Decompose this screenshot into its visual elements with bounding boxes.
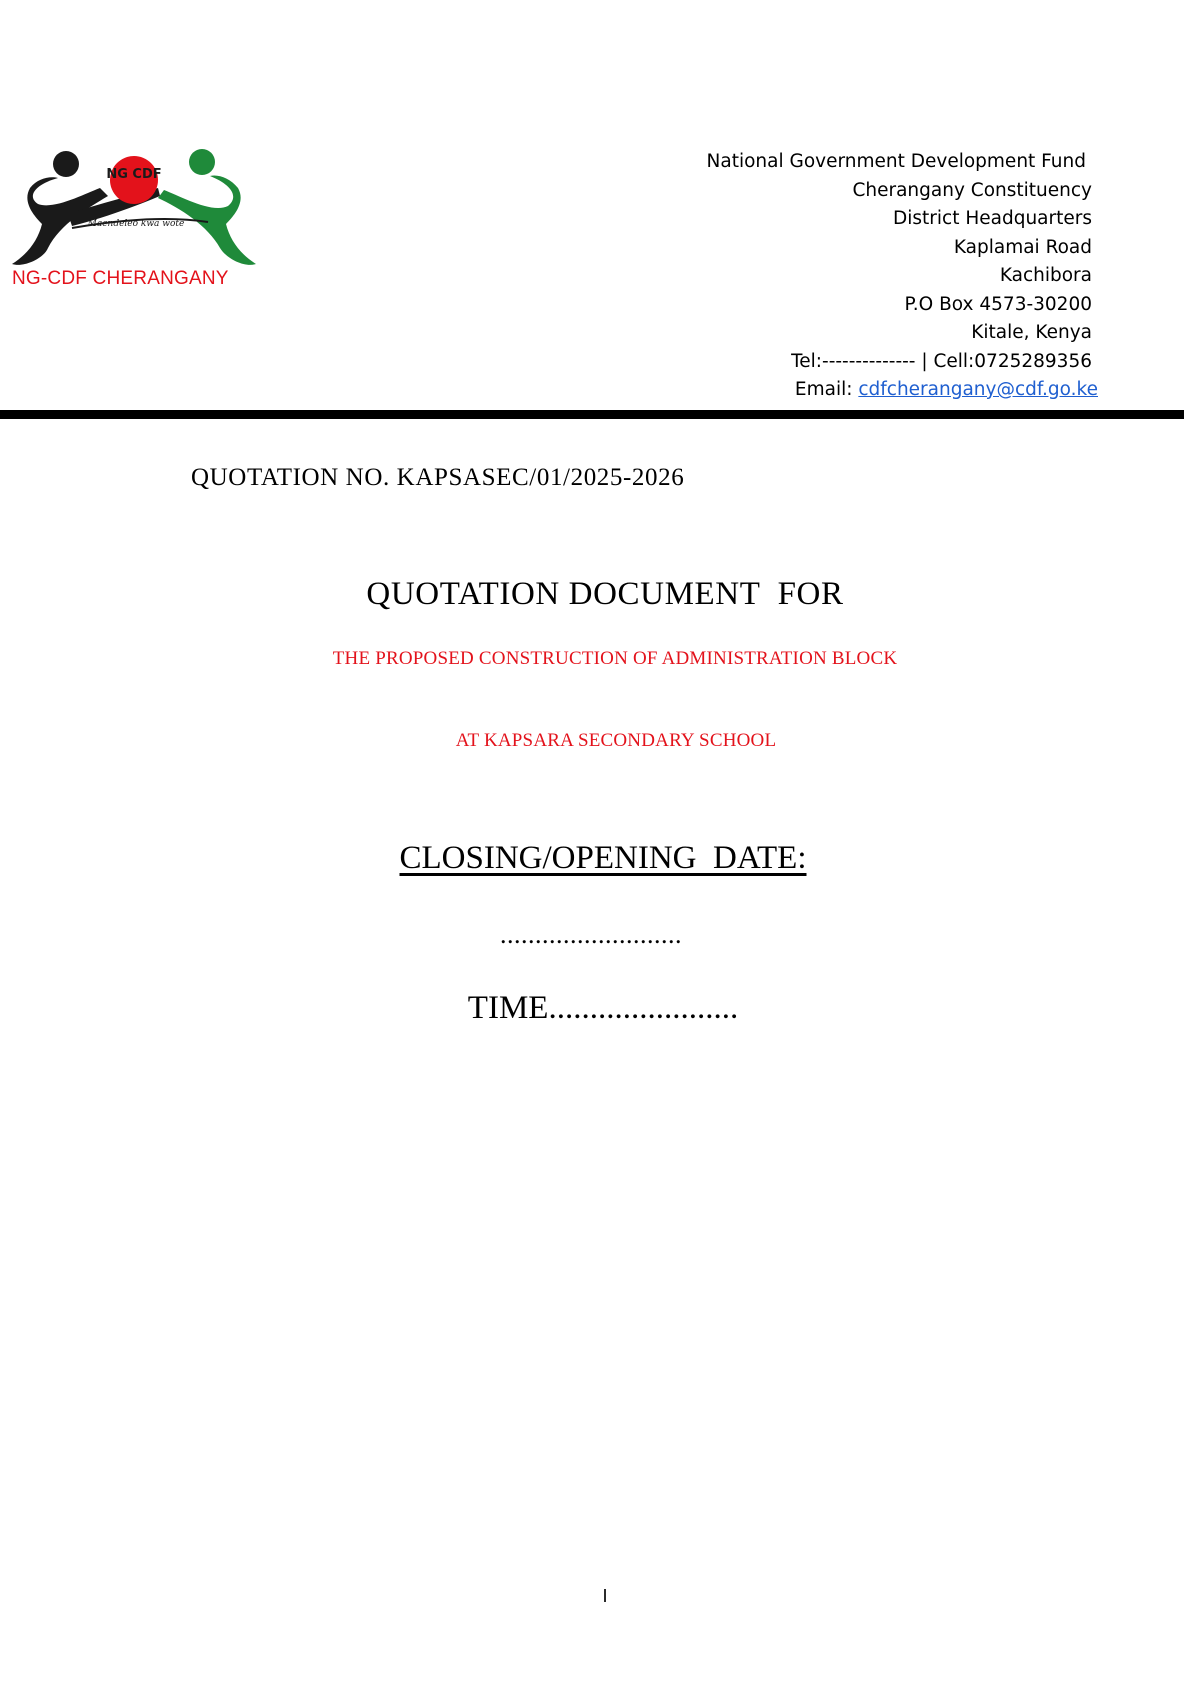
document-title: QUOTATION DOCUMENT FOR xyxy=(366,576,844,612)
svg-text:Maendeleo kwa wote: Maendeleo kwa wote xyxy=(87,219,185,229)
page-number: I xyxy=(602,1586,608,1606)
address-block xyxy=(706,148,1098,405)
ngcdf-emblem-icon xyxy=(8,144,260,270)
address-line: Kachibora xyxy=(999,265,1092,286)
logo-caption: NG-CDF CHERANGANY xyxy=(12,268,229,289)
quotation-number: QUOTATION NO. KAPSASEC/01/2025-2026 xyxy=(191,464,685,491)
address-line: Kaplamai Road xyxy=(953,236,1092,258)
time-label: TIME....................... xyxy=(467,990,739,1026)
address-line: National Government Development Fund xyxy=(706,151,1086,172)
address-line: Tel:-------------- | Cell:0725289356 xyxy=(791,350,1092,372)
header-divider xyxy=(0,410,1184,419)
closing-date-label: CLOSING/OPENING DATE: xyxy=(399,840,807,876)
svg-text:NG CDF: NG CDF xyxy=(106,167,162,182)
address-line: Kitale, Kenya xyxy=(971,322,1092,343)
address-line: District Headquarters xyxy=(893,208,1092,229)
project-title: THE PROPOSED CONSTRUCTION OF ADMINISTRATION BLOCK xyxy=(332,648,898,669)
ngcdf-logo xyxy=(8,144,260,294)
address-line: Cherangany Constituency xyxy=(852,179,1092,201)
project-location: AT KAPSARA SECONDARY SCHOOL xyxy=(455,730,777,751)
email-link[interactable]: cdfcherangany@cdf.go.ke xyxy=(858,379,1098,400)
address-line: P.O Box 4573-30200 xyxy=(904,293,1092,315)
email-label: Email: xyxy=(794,379,859,400)
email-line xyxy=(707,376,1098,405)
closing-date-placeholder: .......................... xyxy=(500,920,682,949)
